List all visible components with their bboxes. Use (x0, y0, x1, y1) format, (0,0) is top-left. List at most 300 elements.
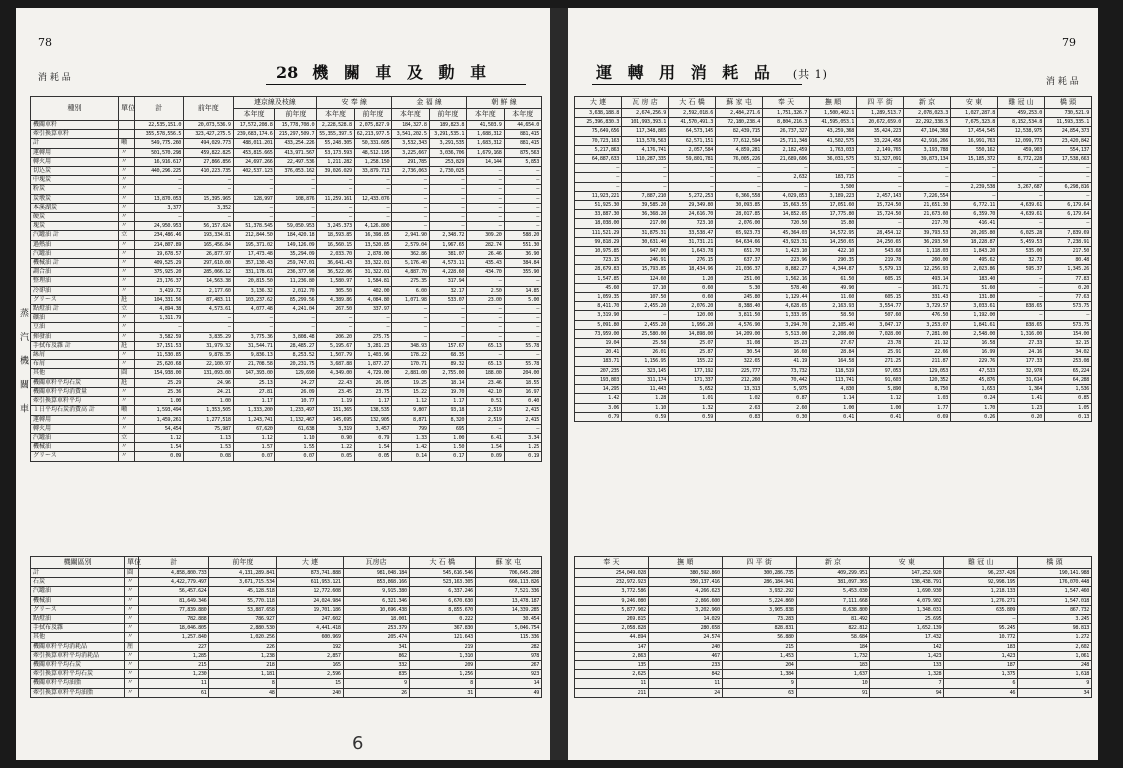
table-cell: 45,364.03 (763, 228, 810, 237)
table-cell: — (1045, 173, 1092, 182)
table-cell: 15.22 (392, 387, 429, 396)
row-label: 機關車粁平均石炭 (31, 661, 125, 670)
table-cell: — (951, 164, 998, 173)
table-cell: 45.60 (575, 283, 622, 292)
table-cell: 605.15 (857, 274, 904, 283)
row-label: 瓩 (119, 341, 134, 350)
table-cell: 7,281.00 (904, 329, 951, 338)
table-cell: 1,732 (796, 651, 870, 660)
table-cell: 25.87 (669, 348, 716, 357)
table-cell: 3,500 (810, 182, 857, 191)
table-cell: 0.41 (857, 412, 904, 421)
table-cell: 4,830 (810, 385, 857, 394)
table-row (31, 176, 542, 185)
table-cell: 4,344.87 (810, 265, 857, 274)
table-row (31, 369, 542, 378)
table-cell: 70,723,163 (575, 136, 622, 145)
table-cell: 1.14 (810, 394, 857, 403)
table-cell: 20,073,536.9 (184, 121, 234, 130)
table-cell: 37,151.53 (134, 341, 184, 350)
table-cell: 4,349.00 (317, 369, 354, 378)
table-cell: 0.222 (409, 615, 475, 624)
table-cell: — (669, 164, 716, 173)
row-label: グリース (31, 295, 119, 304)
table-cell: 32.15 (1045, 339, 1092, 348)
table-row (575, 615, 1092, 624)
table-row (31, 314, 542, 323)
table-cell: 13,520.85 (354, 240, 391, 249)
table-cell: 212,260 (716, 375, 763, 384)
table-cell: 42,916,266 (904, 136, 951, 145)
table-cell: 275.35 (392, 277, 429, 286)
table-cell: 9 (343, 679, 409, 688)
table-cell: 35,424,223 (857, 127, 904, 136)
table-cell: 13,478.187 (475, 596, 541, 605)
table-cell: 128,997 (233, 194, 275, 203)
table-cell: 21.12 (904, 339, 951, 348)
row-label: 〃 (119, 176, 134, 185)
table-cell: — (998, 293, 1045, 302)
table-cell: 8,855.670 (409, 605, 475, 614)
table-cell: 4,639.61 (998, 210, 1045, 219)
table-cell: 240 (648, 642, 722, 651)
table-cell: 535.00 (998, 247, 1045, 256)
row-label: 〃 (119, 203, 134, 212)
table-cell: 3,532,343 (392, 139, 429, 148)
table-cell: 15,185,372 (951, 155, 998, 164)
table-cell: 59,050.953 (275, 222, 317, 231)
table-cell: 28.84 (810, 348, 857, 357)
table-cell: 62,213,977.5 (354, 130, 391, 139)
table-cell: 41,595,053.1 (810, 118, 857, 127)
table-cell: 55,355,397.5 (317, 130, 354, 139)
table-row (31, 360, 542, 369)
table-cell: — (575, 164, 622, 173)
table-cell: — (467, 424, 504, 433)
table-cell: 5,224.860 (722, 596, 796, 605)
table-cell: 33,879.713 (354, 167, 391, 176)
table-cell: 1.54 (134, 443, 184, 452)
sub-header: 本年度 (504, 109, 542, 121)
table-cell: 24 (648, 688, 722, 697)
table-cell: 409,299.951 (796, 569, 870, 578)
row-label: 〃 (125, 578, 139, 587)
row-label: 〃 (119, 332, 134, 341)
table-cell: 4,894.38 (134, 305, 184, 314)
table-cell: 195,371.02 (233, 240, 275, 249)
table-row (31, 397, 542, 406)
table-cell: — (622, 173, 669, 182)
table-cell: 23.46 (467, 378, 504, 387)
table-cell: 1,459,261 (134, 415, 184, 424)
table-row (31, 406, 542, 415)
table-row (31, 605, 542, 614)
table-cell: 55.78 (504, 360, 542, 369)
table-cell: 635.809 (944, 605, 1018, 614)
table-cell: 6,179.64 (1045, 210, 1092, 219)
table-cell: 27.67 (810, 339, 857, 348)
table-cell: 1,243,741 (233, 415, 275, 424)
row-label: １日平均石炭消費高 計 (31, 406, 119, 415)
table-cell: 2,857 (277, 651, 343, 660)
table-cell: 5,453.030 (796, 587, 870, 596)
table-cell: 3,687.88 (317, 360, 354, 369)
table-cell: 4,573.11 (429, 259, 466, 268)
table-cell: 15,663.55 (763, 201, 810, 210)
table-cell: 23,176.37 (134, 277, 184, 286)
table-cell: 4,126.800 (354, 222, 391, 231)
table-cell: — (763, 164, 810, 173)
table-cell: 3,189,223 (810, 191, 857, 200)
table-cell: — (951, 191, 998, 200)
table-cell: 25,396,830.3 (575, 118, 622, 127)
table-cell: — (354, 176, 391, 185)
row-label: 圓 (119, 369, 134, 378)
table-row (31, 661, 542, 670)
table-cell: — (763, 182, 810, 191)
table-cell: 355,578,556.5 (134, 130, 184, 139)
table-cell: 92,998.195 (944, 578, 1018, 587)
table-cell: 259,747.01 (275, 259, 317, 268)
table-cell: 0.85 (1045, 394, 1092, 403)
table-cell: 2,736,063 (392, 167, 429, 176)
table-cell: 2,674,256.9 (622, 109, 669, 118)
table-cell: 1.19 (317, 397, 354, 406)
row-label: 〃 (125, 587, 139, 596)
table-cell: — (392, 203, 429, 212)
table-cell: 113,741 (810, 375, 857, 384)
table-cell: 103,237.62 (233, 295, 275, 304)
table-cell: 246.91 (622, 256, 669, 265)
table-cell: 154,938.00 (134, 369, 184, 378)
table-cell: 384.84 (504, 259, 542, 268)
table-cell: 0.59 (669, 412, 716, 421)
table-cell: 8,253.52 (275, 351, 317, 360)
group-header-row (31, 97, 542, 109)
table-cell: 3,319.90 (575, 311, 622, 320)
table-cell: 1,423 (944, 651, 1018, 660)
sub-header: 本年度 (233, 109, 275, 121)
table-cell: 32.17 (429, 286, 466, 295)
left-bottom-body (31, 569, 542, 698)
table-cell: 184,327.8 (392, 121, 429, 130)
table-cell: 18.55 (504, 378, 542, 387)
table-cell: 5,459.53 (998, 237, 1045, 246)
column-header: 橋 頭 (1018, 557, 1092, 569)
row-label: 冷卻油 (31, 286, 119, 295)
table-cell: 4,422,779.497 (139, 578, 209, 587)
table-cell: 5,046.754 (475, 624, 541, 633)
table-cell: — (716, 173, 763, 182)
table-cell: 39,873,134 (904, 155, 951, 164)
table-cell: 154.00 (1045, 329, 1092, 338)
table-cell: 25,711,348 (763, 136, 810, 145)
table-cell: 305.50 (317, 286, 354, 295)
table-cell: 34 (1018, 688, 1092, 697)
row-label: 〃 (119, 323, 134, 332)
table-cell: 1.57 (233, 443, 275, 452)
table-cell: 101,993,393.1 (622, 118, 669, 127)
table-cell: 280.658 (648, 624, 722, 633)
table-cell: 36.90 (504, 249, 542, 258)
right-top-body (575, 109, 1092, 422)
right-page (568, 8, 1098, 760)
table-cell: 1.41 (998, 394, 1045, 403)
table-cell: 1.10 (622, 403, 669, 412)
table-cell: 1.03 (904, 394, 951, 403)
table-cell: 1,536 (1045, 385, 1092, 394)
table-cell: 16,991,763 (951, 136, 998, 145)
table-cell: 11,236.80 (275, 277, 317, 286)
column-header: 雞 冠 山 (998, 97, 1045, 109)
row-label: 〃 (119, 185, 134, 194)
table-cell: 4,266.623 (648, 587, 722, 596)
table-cell: 3,281.23 (354, 341, 391, 350)
table-cell: 43,923.31 (763, 237, 810, 246)
column-header: 瓦 房 店 (622, 97, 669, 109)
table-cell: — (467, 305, 504, 314)
table-cell: 17,454,545 (951, 127, 998, 136)
table-cell: 97,053 (857, 366, 904, 375)
row-label: 〃 (119, 415, 134, 424)
table-row (575, 633, 1092, 642)
table-row (575, 624, 1092, 633)
sub-header: 本年度 (392, 109, 429, 121)
table-row (575, 136, 1092, 145)
table-cell: 2,057,584 (669, 145, 716, 154)
table-cell: 0.08 (184, 452, 234, 461)
table-cell: 9 (1018, 679, 1092, 688)
table-cell: 240 (277, 688, 343, 697)
row-label: 塊炭 (31, 222, 119, 231)
table-cell: 214,807.89 (134, 240, 184, 249)
table-cell: 25,580.00 (622, 329, 669, 338)
table-cell: 3,319 (317, 424, 354, 433)
table-cell: 26.09 (275, 387, 317, 396)
table-cell: 21,651.30 (904, 201, 951, 210)
table-cell: 81,649.346 (139, 596, 209, 605)
table-cell: 1,328 (870, 670, 944, 679)
column-header: 四 平 街 (857, 97, 904, 109)
right-header-row (575, 97, 1092, 109)
row-label: 瓩 (119, 295, 134, 304)
table-cell: 550,162 (951, 145, 998, 154)
table-cell: 3,193,788 (904, 145, 951, 154)
table-cell: 666,113.826 (475, 578, 541, 587)
group-header-kinpuku: 金 福 線 (392, 97, 467, 109)
table-cell: 28,454.12 (857, 228, 904, 237)
table-cell: — (504, 222, 542, 231)
table-cell: — (998, 274, 1045, 283)
table-cell: 5,513.00 (763, 329, 810, 338)
table-row (575, 587, 1092, 596)
table-cell: 605.15 (857, 293, 904, 302)
table-cell: 41.19 (763, 357, 810, 366)
table-cell: 1,562.16 (763, 274, 810, 283)
table-cell: 981,048.184 (343, 569, 409, 578)
table-cell: 41,503.9 (467, 121, 504, 130)
table-cell: 229.76 (951, 357, 998, 366)
table-cell: 322.65 (716, 357, 763, 366)
table-row (31, 277, 542, 286)
table-cell: 4,576.90 (716, 320, 763, 329)
table-row (31, 351, 542, 360)
table-cell: — (857, 164, 904, 173)
table-cell: — (857, 182, 904, 191)
table-cell: 61,638 (275, 424, 317, 433)
table-cell: 108,876 (275, 194, 317, 203)
table-cell: 835 (343, 670, 409, 679)
row-label: 揮發油 (31, 332, 119, 341)
table-cell: 6,025.28 (998, 228, 1045, 237)
table-row (575, 191, 1092, 200)
table-cell: 142 (870, 642, 944, 651)
table-cell: 204 (722, 661, 796, 670)
table-cell: — (392, 194, 429, 203)
table-cell: 380,592.860 (648, 569, 722, 578)
table-row (31, 569, 542, 578)
table-cell: 133 (870, 661, 944, 670)
table-cell: 48,512.195 (354, 148, 391, 157)
row-label: 〃 (119, 397, 134, 406)
table-cell: 155.22 (669, 357, 716, 366)
sub-header: 本年度 (467, 109, 504, 121)
table-cell: 1.00 (857, 403, 904, 412)
table-cell: 19.70 (429, 387, 466, 396)
table-cell: 0.87 (763, 394, 810, 403)
table-cell: 4,077.48 (233, 305, 275, 314)
table-cell: — (998, 191, 1045, 200)
row-label: 點燈油 (31, 615, 125, 624)
table-cell: 236,377.98 (275, 268, 317, 277)
table-cell: 1,375 (944, 670, 1018, 679)
row-label: 機關車粁平均消耗品 (31, 642, 125, 651)
table-cell: 188.00 (467, 369, 504, 378)
table-cell: 2,632 (763, 173, 810, 182)
table-cell: 10.77 (275, 397, 317, 406)
table-cell: 26.01 (622, 348, 669, 357)
table-cell: 1,238 (209, 651, 277, 660)
table-cell: 611,953.121 (277, 578, 343, 587)
table-cell: 2,519 (467, 406, 504, 415)
table-cell: — (184, 314, 234, 323)
table-cell: 1,192.00 (951, 311, 998, 320)
table-cell: 23.00 (467, 295, 504, 304)
row-label: 〃 (125, 605, 139, 614)
table-cell: 223.96 (763, 256, 810, 265)
table-cell: 4,228.60 (429, 268, 466, 277)
table-cell: 2,455.20 (622, 320, 669, 329)
row-label: 本溪湖炭 (31, 203, 119, 212)
table-cell: 132,905 (354, 415, 391, 424)
table-row (575, 274, 1092, 283)
table-cell: 1,453 (722, 651, 796, 660)
table-cell: 61 (139, 688, 209, 697)
table-cell: 11 (139, 679, 209, 688)
table-cell: — (504, 176, 542, 185)
table-cell: 253,829 (429, 157, 466, 166)
table-cell: — (392, 213, 429, 222)
table-cell: 131.80 (951, 293, 998, 302)
table-cell: 1.23 (998, 403, 1045, 412)
table-cell: 177.33 (998, 357, 1045, 366)
table-cell: 25.58 (622, 339, 669, 348)
bh: 大 石 橋 (409, 557, 475, 569)
table-cell: 1,507.79 (317, 351, 354, 360)
row-label: 〃 (119, 443, 134, 452)
table-cell: 25,620.68 (134, 360, 184, 369)
table-cell: 5.00 (504, 295, 542, 304)
table-row (575, 688, 1092, 697)
table-cell: 0.09 (467, 452, 504, 461)
table-cell: 2,076.00 (716, 219, 763, 228)
row-label: 〃 (125, 633, 139, 642)
table-cell: 28,485.27 (275, 341, 317, 350)
table-cell: 16,398.85 (354, 231, 391, 240)
table-cell: 19.04 (575, 339, 622, 348)
table-cell: 217.00 (622, 219, 669, 228)
table-cell: 254,049.028 (575, 569, 649, 578)
table-row (31, 378, 542, 387)
table-cell: 4,389.86 (317, 295, 354, 304)
table-cell: — (429, 194, 466, 203)
sub-header: 前年度 (275, 109, 317, 121)
table-row (31, 651, 542, 660)
row-label: グリース (31, 605, 125, 614)
table-cell: 39,026.029 (317, 167, 354, 176)
table-cell: 507.60 (857, 311, 904, 320)
table-cell: 26,737,327 (763, 127, 810, 136)
table-cell: 10.772 (944, 633, 1018, 642)
table-cell: 1.272 (1018, 633, 1092, 642)
table-cell: 376,053.162 (275, 167, 317, 176)
table-cell: 10 (796, 679, 870, 688)
table-cell: — (1045, 164, 1092, 173)
table-cell: 8 (409, 679, 475, 688)
table-cell: 177,192 (669, 366, 716, 375)
table-cell: 9 (722, 679, 796, 688)
row-label: 調合油 (31, 268, 119, 277)
table-row (31, 305, 542, 314)
table-cell: 73,959.00 (575, 329, 622, 338)
table-cell: 6,179.64 (1045, 201, 1092, 210)
column-header: 橋 頭 (1045, 97, 1092, 109)
table-cell: 588.20 (504, 231, 542, 240)
table-cell: 1,690.930 (870, 587, 944, 596)
table-cell: 1.00 (810, 403, 857, 412)
table-cell: 357,130.43 (233, 259, 275, 268)
table-cell: 422.10 (810, 247, 857, 256)
table-cell: 1,348.031 (870, 605, 944, 614)
row-label: 〃 (125, 688, 139, 697)
table-cell: 2,602 (1018, 642, 1092, 651)
table-cell: 58.684 (796, 633, 870, 642)
table-cell: — (998, 311, 1045, 320)
table-cell: 290.35 (810, 256, 857, 265)
row-label: 立 (119, 231, 134, 240)
table-cell: 110,287,335 (622, 155, 669, 164)
table-cell: 30.54 (716, 348, 763, 357)
row-label: 〃 (119, 148, 134, 157)
table-cell: 5,217,863 (575, 145, 622, 154)
table-cell: 9,878.35 (184, 351, 234, 360)
table-cell: 206.20 (317, 332, 354, 341)
table-cell: — (716, 182, 763, 191)
table-cell: 32.73 (998, 256, 1045, 265)
table-cell: 1.42 (575, 394, 622, 403)
table-cell: 47,104,368 (904, 127, 951, 136)
table-cell: 3,047.17 (857, 320, 904, 329)
